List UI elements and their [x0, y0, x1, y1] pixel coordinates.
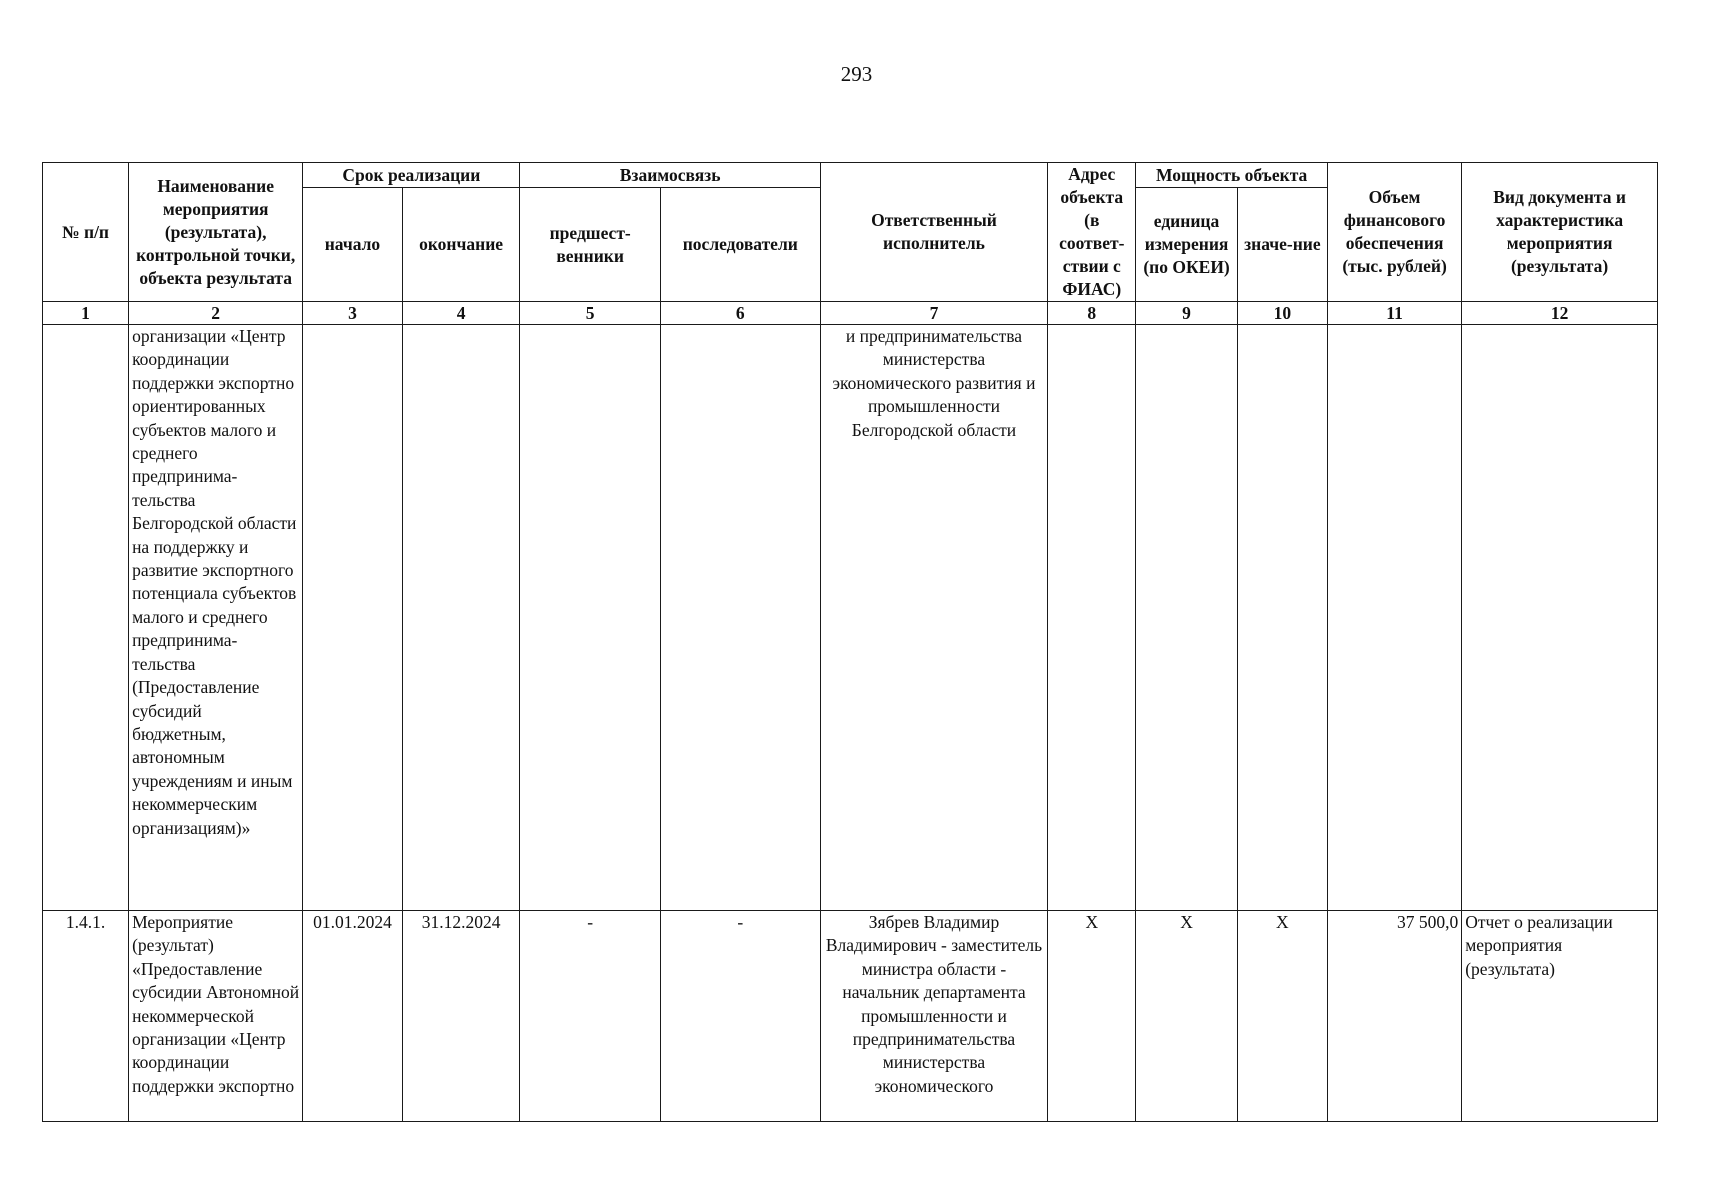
header-responsible: Ответственный исполнитель [820, 163, 1047, 302]
cell-successors [660, 325, 820, 911]
column-number: 7 [820, 302, 1047, 325]
cell-address: X [1048, 911, 1136, 1122]
header-link-group: Взаимосвязь [520, 163, 820, 188]
column-number: 12 [1462, 302, 1658, 325]
cell-event-name: Мероприятие (результат) «Предоставление субсидии Автономной некоммерческой организации «Центр координации поддержки экспортно [129, 911, 303, 1122]
cell-document: Отчет о реализации мероприятия (результата) [1462, 911, 1658, 1122]
header-link-next: последователи [660, 188, 820, 302]
cell-responsible: Зябрев Владимир Владимирович - заместитель министра области - начальник департамента промышленности и предпринимательства министерства экономического [820, 911, 1047, 1122]
page-number: 293 [840, 62, 873, 86]
header-term-end: окончание [402, 188, 520, 302]
cell-document [1462, 325, 1658, 911]
cell-capacity-value: X [1237, 911, 1327, 1122]
cell-finance [1327, 325, 1461, 911]
cell-number: 1.4.1. [43, 911, 129, 1122]
cell-end-date [402, 325, 520, 911]
cell-end-date: 31.12.2024 [402, 911, 520, 1122]
header-finance: Объем финансового обеспечения (тыс. рублей) [1327, 163, 1461, 302]
column-number: 3 [303, 302, 402, 325]
header-capacity-group: Мощность объекта [1136, 163, 1328, 188]
header-capacity-unit: единица измерения (по ОКЕИ) [1136, 188, 1237, 302]
column-number: 5 [520, 302, 660, 325]
events-table [42, 162, 1658, 1122]
column-number-row [43, 302, 1658, 325]
header-row-top [43, 163, 1658, 188]
column-number: 11 [1327, 302, 1461, 325]
table-row [43, 911, 1658, 1122]
cell-start-date: 01.01.2024 [303, 911, 402, 1122]
header-capacity-value: значе-ние [1237, 188, 1327, 302]
cell-capacity-value [1237, 325, 1327, 911]
cell-finance: 37 500,0 [1327, 911, 1461, 1122]
column-number: 10 [1237, 302, 1327, 325]
table-row [43, 325, 1658, 911]
column-number: 6 [660, 302, 820, 325]
cell-start-date [303, 325, 402, 911]
column-number: 1 [43, 302, 129, 325]
cell-number [43, 325, 129, 911]
header-link-prev: предшест-венники [520, 188, 660, 302]
column-number: 2 [129, 302, 303, 325]
cell-predecessors [520, 325, 660, 911]
cell-capacity-unit: X [1136, 911, 1237, 1122]
cell-capacity-unit [1136, 325, 1237, 911]
header-term-group: Срок реализации [303, 163, 520, 188]
header-event-name: Наименование мероприятия (результата), контрольной точки, объекта результата [129, 163, 303, 302]
cell-predecessors: - [520, 911, 660, 1122]
column-number: 4 [402, 302, 520, 325]
cell-event-name: организации «Центр координации поддержки экспортно ориентированных субъектов малого и среднего предпринима-тельства Белгородской области на поддержку и развитие экспортного потенциала субъектов малого и среднего предпринима-тельства (Предоставление субсидий бюджетным, автономным учреждениям и иным некоммерческим организациям)» [129, 325, 303, 911]
cell-address [1048, 325, 1136, 911]
header-address: Адрес объекта (в соответ-ствии с ФИАС) [1048, 163, 1136, 302]
header-document: Вид документа и характеристика мероприятия (результата) [1462, 163, 1658, 302]
header-term-start: начало [303, 188, 402, 302]
cell-successors: - [660, 911, 820, 1122]
cell-responsible: и предпринимательства министерства экономического развития и промышленности Белгородской области [820, 325, 1047, 911]
header-number: № п/п [43, 163, 129, 302]
column-number: 9 [1136, 302, 1237, 325]
column-number: 8 [1048, 302, 1136, 325]
